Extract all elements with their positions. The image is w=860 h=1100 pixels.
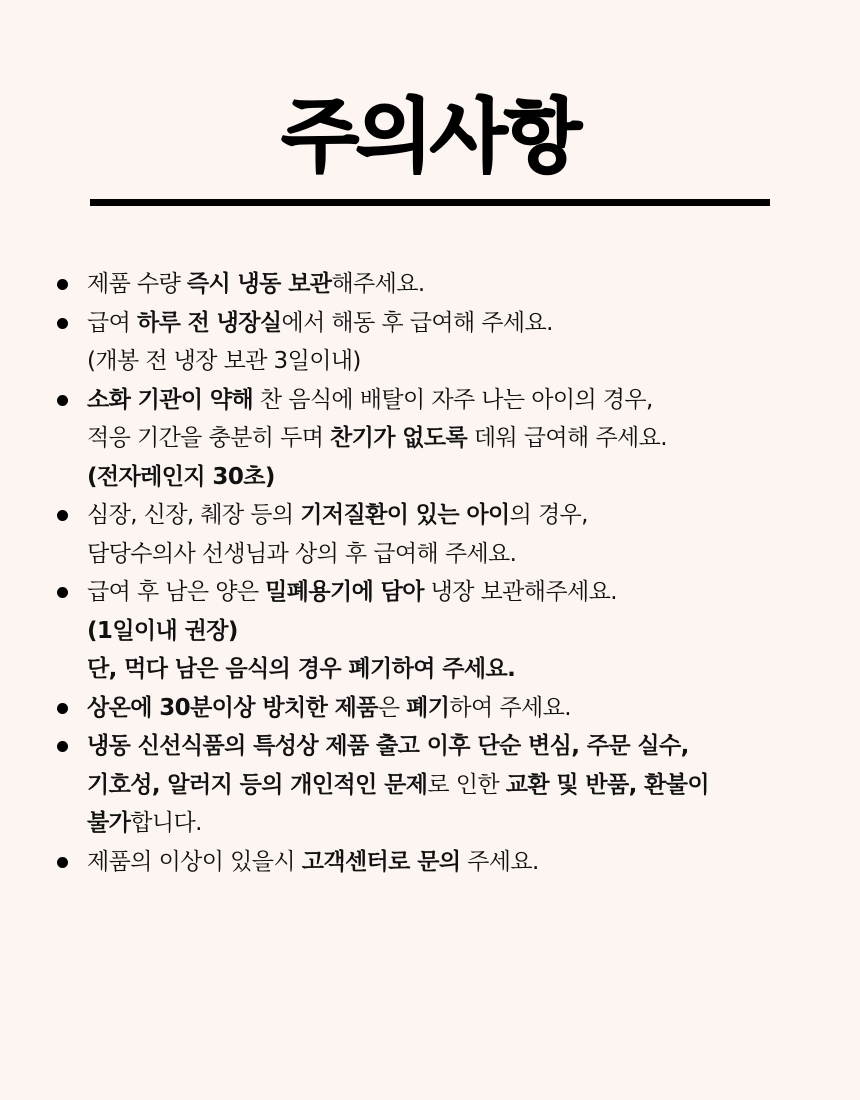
emphasis-text: 고객센터로 문의	[301, 848, 461, 875]
notice-item	[52, 727, 842, 843]
bullet-icon	[57, 510, 68, 521]
page-title: 주의사항	[281, 90, 579, 183]
notice-line	[87, 381, 842, 420]
notice-line	[87, 458, 842, 497]
notice-line	[87, 804, 842, 843]
bullet-icon	[57, 857, 68, 868]
bullet-icon	[57, 703, 68, 714]
notice-item	[52, 496, 842, 573]
notice-item	[52, 304, 842, 381]
emphasis-text: 상온에 30분이상 방치한 제품	[87, 694, 378, 721]
notice-text: 제품의 이상이 있을시	[87, 848, 302, 875]
notice-text: 에서 해동 후 급여해 주세요.	[281, 309, 553, 336]
notice-line	[87, 535, 842, 574]
notice-line	[87, 304, 842, 343]
bullet-icon	[57, 741, 68, 752]
notice-line	[87, 419, 842, 458]
notice-text: 담당수의사 선생님과 상의 후 급여해 주세요.	[87, 540, 517, 567]
notice-text: 합니다.	[130, 810, 202, 836]
notice-line	[87, 265, 842, 304]
notice-text: 은	[377, 694, 407, 721]
emphasis-text: 교환 및 반품, 환불이	[505, 771, 710, 798]
title-divider	[90, 199, 770, 206]
notice-text: 냉장 보관해주세요.	[423, 579, 617, 605]
notice-text: 로 인한	[427, 771, 506, 798]
notice-item	[52, 265, 842, 304]
bullet-icon	[57, 279, 68, 290]
bullet-icon	[57, 395, 68, 406]
notice-line	[87, 612, 842, 651]
emphasis-text: 기호성, 알러지 등의 개인적인 문제	[87, 771, 428, 798]
emphasis-text: 하루 전 냉장실	[136, 309, 282, 336]
emphasis-text: (1일이내 권장)	[87, 617, 238, 644]
notice-text: 데워 급여해 주세요.	[467, 425, 667, 451]
notice-line	[87, 342, 842, 381]
notice-text: 해주세요.	[331, 271, 425, 297]
emphasis-text: 찬기가 없도록	[330, 425, 468, 451]
bullet-icon	[57, 587, 68, 598]
notice-text: 제품 수량	[87, 271, 187, 297]
notice-text: 주세요.	[460, 848, 539, 875]
emphasis-text: 소화 기관이 약해	[87, 386, 254, 413]
notice-text: 적응 기간을 충분히 두며	[87, 425, 331, 451]
notice-item	[52, 843, 842, 882]
emphasis-text: 즉시 냉동 보관	[186, 271, 332, 297]
notice-text: 찬 음식에 배탈이 자주 나는 아이의 경우,	[253, 386, 653, 413]
emphasis-text: 밀폐용기에 담아	[265, 579, 424, 605]
notice-line	[87, 766, 842, 805]
notice-item	[52, 573, 842, 689]
notice-text: 의 경우,	[509, 502, 588, 528]
notice-line	[87, 496, 842, 535]
notice-text: 급여 후 남은 양은	[87, 579, 266, 605]
notice-item	[52, 689, 842, 728]
notice-item	[52, 381, 842, 497]
emphasis-text: 불가	[87, 810, 131, 836]
notice-line	[87, 843, 842, 882]
notice-line	[87, 650, 842, 689]
notice-text: 급여	[87, 309, 137, 336]
notice-list	[52, 265, 842, 881]
emphasis-text: 폐기	[406, 694, 450, 721]
emphasis-text: 기저질환이 있는 아이	[300, 502, 510, 528]
notice-line	[87, 573, 842, 612]
notice-line	[87, 689, 842, 728]
notice-text: 하여 주세요.	[449, 694, 571, 721]
emphasis-text: 단, 먹다 남은 음식의 경우 폐기하여 주세요.	[87, 656, 516, 682]
notice-text: 심장, 신장, 췌장 등의	[87, 502, 301, 528]
bullet-icon	[57, 318, 68, 329]
notice-line	[87, 727, 842, 766]
notice-text: (개봉 전 냉장 보관 3일이내)	[87, 348, 361, 374]
emphasis-text: (전자레인지 30초)	[87, 463, 275, 490]
emphasis-text: 냉동 신선식품의 특성상 제품 출고 이후 단순 변심, 주문 실수,	[87, 733, 689, 759]
